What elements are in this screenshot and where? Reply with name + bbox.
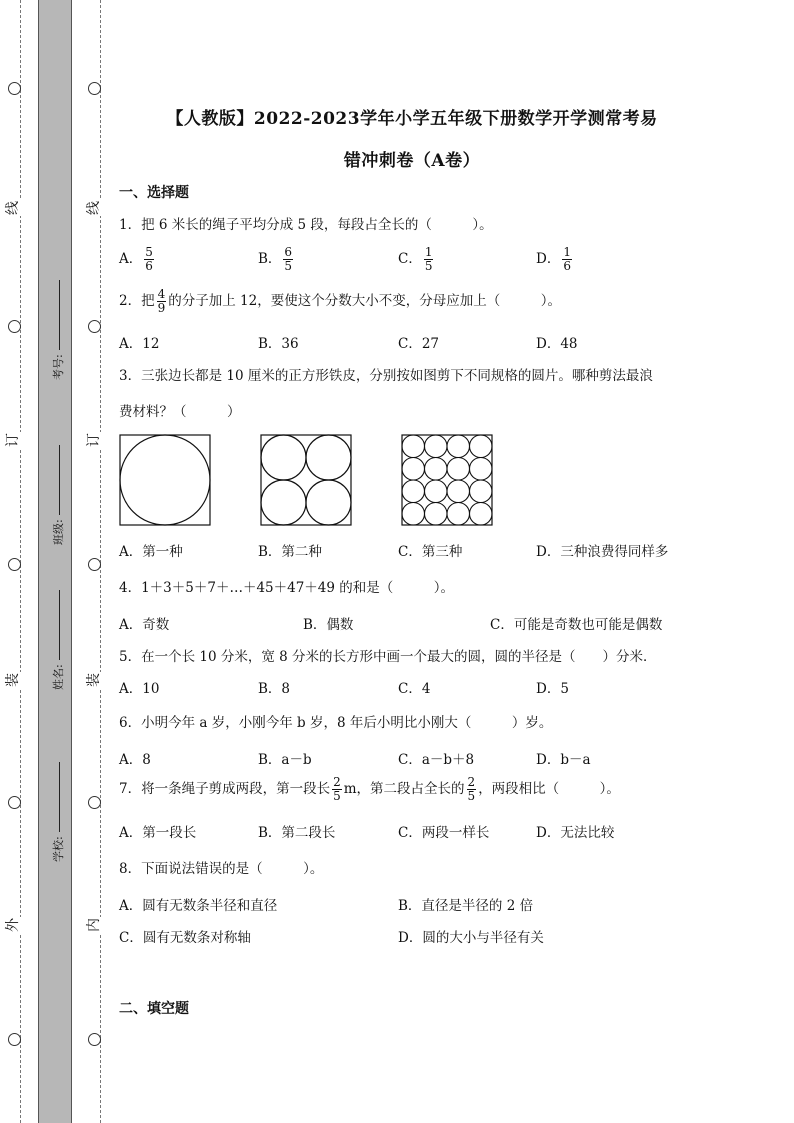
numerator: 6 [284, 245, 293, 259]
q5-option-d[interactable]: D．5 [536, 681, 569, 697]
numerator: 1 [424, 245, 433, 259]
q2-option-d[interactable]: D．48 [536, 336, 578, 352]
binding-hole [8, 82, 21, 95]
q5-option-a[interactable]: A．10 [119, 681, 160, 697]
fraction [562, 246, 572, 273]
q8-option-b[interactable]: B．直径是半径的 2 倍 [398, 898, 534, 914]
denominator: 6 [563, 259, 571, 274]
option-label: B． [258, 251, 282, 268]
question-1-text: 1．把 6 米长的绳子平均分成 5 段，每段占全长的（ ）。 [119, 217, 493, 233]
page-title-line2: 错冲刺卷（A卷） [343, 151, 481, 171]
figure-four-circles [260, 434, 352, 526]
q7-option-b[interactable]: B．第二段长 [258, 825, 336, 841]
denominator: 6 [145, 259, 153, 274]
q2-suffix: 的分子加上 12，要使这个分数大小不变，分母应加上（ ）。 [168, 293, 561, 310]
q6-option-c[interactable]: C．a－b＋8 [398, 752, 475, 768]
numerator: 2 [467, 775, 476, 789]
question-5-text: 5．在一个长 10 分米，宽 8 分米的长方形中画一个最大的圆，圆的半径是（ ）分米． [119, 649, 657, 665]
question-8-text: 8．下面说法错误的是（ ）。 [119, 861, 324, 877]
q7-option-a[interactable]: A．第一段长 [119, 825, 197, 841]
binding-hole [8, 1033, 21, 1046]
option-label: C． [398, 251, 422, 268]
q4-option-b[interactable]: B．偶数 [303, 617, 354, 633]
fraction [144, 246, 154, 273]
question-2-text [119, 288, 561, 315]
option-label: A． [119, 251, 143, 268]
q6-option-d[interactable]: D．b－a [536, 752, 591, 768]
margin-char-nei: 内 [83, 917, 103, 933]
question-6-text: 6．小明今年 a 岁，小刚今年 b 岁，8 年后小明比小刚大（ ）岁。 [119, 715, 553, 731]
q1-option-a[interactable] [119, 246, 156, 273]
field-class-label: 班级: [52, 519, 65, 545]
q5-option-b[interactable]: B．8 [258, 681, 291, 697]
margin-char-xian: 线 [83, 200, 103, 216]
field-exam-number[interactable] [50, 280, 66, 380]
margin-char-zhuang: 装 [83, 672, 103, 688]
numerator: 1 [563, 245, 571, 259]
binding-hole [88, 1033, 101, 1046]
q3-option-b[interactable]: B．第二种 [258, 544, 322, 560]
field-name-label: 姓名: [52, 664, 65, 690]
field-school-label: 学校: [52, 836, 65, 862]
q3-option-a[interactable]: A．第一种 [119, 544, 183, 560]
field-name[interactable] [50, 590, 66, 690]
binding-hole [8, 558, 21, 571]
question-3-line1: 3．三张边长都是 10 厘米的正方形铁皮，分别按如图剪下不同规格的圆片。哪种剪法最浪 [119, 368, 653, 384]
denominator: 5 [467, 789, 476, 804]
section-heading-fill-in: 二、填空题 [119, 1001, 189, 1017]
figure-one-circle [119, 434, 211, 526]
q3-option-c[interactable]: C．第三种 [398, 544, 463, 560]
fraction [424, 246, 434, 273]
denominator: 9 [157, 301, 166, 316]
margin-char-ding: 订 [2, 432, 22, 448]
numerator: 2 [333, 775, 341, 789]
fraction [283, 246, 293, 273]
binding-hole [8, 796, 21, 809]
q2-option-b[interactable]: B．36 [258, 336, 299, 352]
denominator: 5 [284, 259, 293, 274]
option-label: D． [536, 251, 561, 268]
numerator: 4 [157, 287, 166, 301]
q2-prefix: 2．把 [119, 293, 155, 310]
q4-option-a[interactable]: A．奇数 [119, 617, 170, 633]
fraction [467, 776, 477, 803]
q8-option-d[interactable]: D．圆的大小与半径有关 [398, 930, 544, 946]
denominator: 5 [424, 259, 433, 274]
q6-option-a[interactable]: A．8 [119, 752, 151, 768]
binding-hole [88, 320, 101, 333]
question-4-text: 4．1＋3＋5＋7＋…＋45＋47＋49 的和是（ ）。 [119, 580, 455, 596]
margin-char-xian: 线 [2, 200, 22, 216]
margin-char-ding: 订 [83, 432, 103, 448]
q7-option-d[interactable]: D．无法比较 [536, 825, 615, 841]
q3-option-d[interactable]: D．三种浪费得同样多 [536, 544, 669, 560]
fraction [157, 288, 167, 315]
margin-char-zhuang: 装 [2, 672, 22, 688]
field-exam-number-label: 考号: [52, 354, 65, 380]
denominator: 5 [333, 789, 341, 804]
q5-option-c[interactable]: C．4 [398, 681, 431, 697]
margin-char-wai: 外 [2, 917, 22, 933]
page-title-line1: 【人教版】2022-2023学年小学五年级下册数学开学测常考易 [166, 109, 658, 129]
q7-suffix: ，两段相比（ ）。 [478, 781, 620, 798]
binding-band [38, 0, 72, 1123]
q2-option-a[interactable]: A．12 [119, 336, 160, 352]
q7-option-c[interactable]: C．两段一样长 [398, 825, 490, 841]
numerator: 5 [145, 245, 153, 259]
field-class[interactable] [50, 445, 66, 545]
figure-sixteen-circles [401, 434, 493, 526]
section-heading-choice: 一、选择题 [119, 185, 189, 201]
q6-option-b[interactable]: B．a－b [258, 752, 312, 768]
binding-hole [88, 796, 101, 809]
fraction [332, 776, 342, 803]
question-7-text [119, 776, 620, 803]
q1-option-d[interactable] [536, 246, 574, 273]
q8-option-c[interactable]: C．圆有无数条对称轴 [119, 930, 251, 946]
q4-option-c[interactable]: C．可能是奇数也可能是偶数 [490, 617, 663, 633]
q2-option-c[interactable]: C．27 [398, 336, 440, 352]
binding-hole [88, 82, 101, 95]
binding-hole [88, 558, 101, 571]
q7-middle: m，第二段占全长的 [343, 781, 465, 798]
field-school[interactable] [50, 762, 66, 862]
q1-option-b[interactable] [258, 246, 295, 273]
q8-option-a[interactable]: A．圆有无数条半径和直径 [119, 898, 278, 914]
q7-prefix: 7．将一条绳子剪成两段，第一段长 [119, 781, 331, 798]
binding-hole [8, 320, 21, 333]
q1-option-c[interactable] [398, 246, 435, 273]
question-3-line2: 费材料？（ ） [119, 404, 241, 420]
